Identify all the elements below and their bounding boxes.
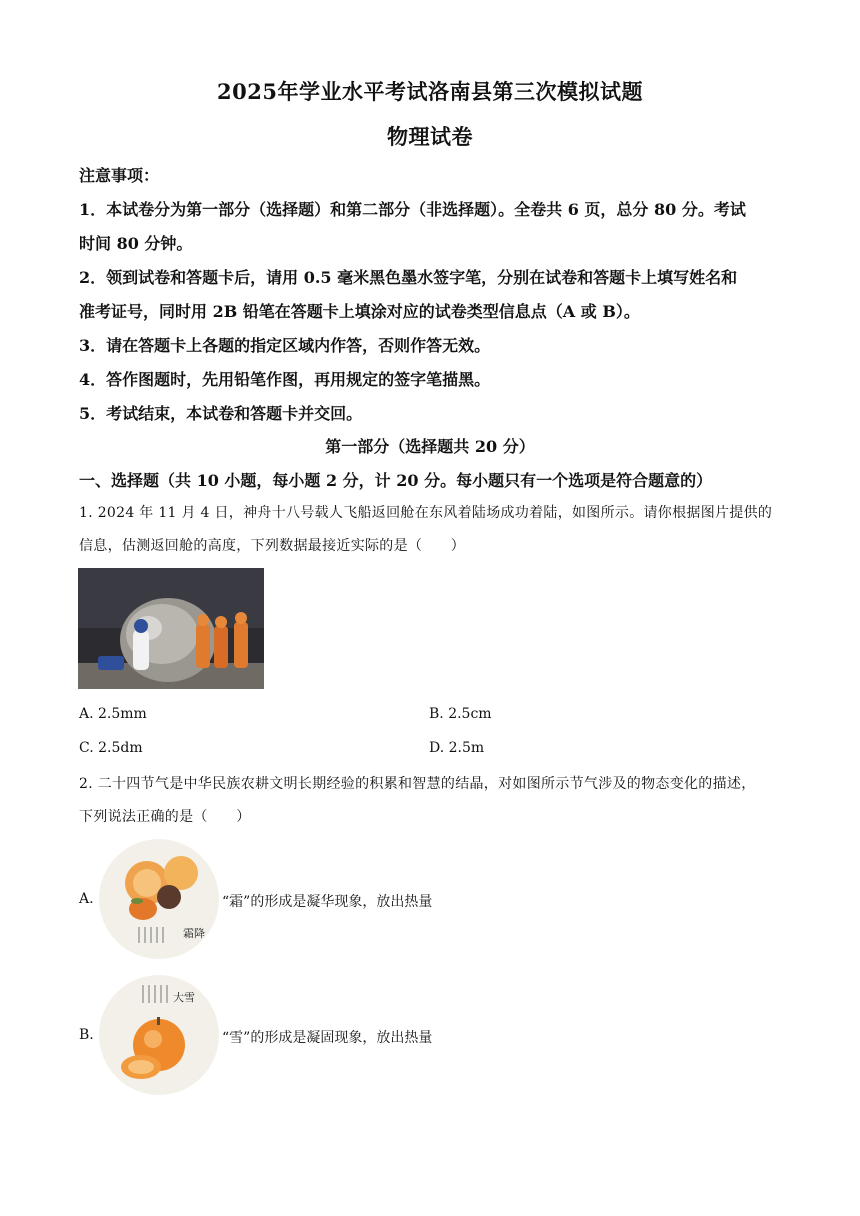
q1-option-c[interactable]: C. 2.5dm — [79, 740, 143, 756]
q1-option-d[interactable]: D. 2.5m — [429, 740, 485, 756]
q2-option-a-text[interactable]: “霜”的形成是凝华现象，放出热量 — [222, 894, 433, 910]
q2-option-b-text[interactable]: “雪”的形成是凝固现象，放出热量 — [222, 1030, 433, 1046]
q2-option-b-label[interactable]: B. — [79, 1027, 94, 1043]
section-heading: 一、选择题（共 10 小题，每小题 2 分，计 20 分。每小题只有一个选项是符合题意的） — [79, 471, 713, 490]
notice-item-1a: 1．本试卷分为第一部分（选择题）和第二部分（非选择题）。全卷共 6 页，总分 80 分。考试 — [79, 200, 746, 219]
q2-stem-line2: 下列说法正确的是（ ） — [79, 809, 251, 825]
notice-item-2b: 准考证号，同时用 2B 铅笔在答题卡上填涂对应的试卷类型信息点（A 或 B）。 — [79, 302, 640, 321]
q1-option-b[interactable]: B. 2.5cm — [429, 706, 492, 722]
q1-stem-line1: 1. 2024 年 11 月 4 日，神舟十八号载人飞船返回舱在东风着陆场成功着陆，如图所示。请你根据图片提供的 — [79, 505, 773, 521]
q1-stem-line2: 信息，估测返回舱的高度，下列数据最接近实际的是（ ） — [79, 538, 466, 554]
q2-option-a-label[interactable]: A. — [79, 891, 94, 907]
notice-item-5: 5．考试结束，本试卷和答题卡并交回。 — [79, 404, 363, 423]
q2-stem-line1: 2. 二十四节气是中华民族农耕文明长期经验的积累和智慧的结晶，对如图所示节气涉及的物态变化的描述， — [79, 776, 756, 792]
notice-item-3: 3．请在答题卡上各题的指定区域内作答，否则作答无效。 — [79, 336, 491, 355]
q2-snow-seal: 大雪 — [173, 991, 195, 1004]
q2-snow-illustration — [99, 975, 219, 1095]
q1-capsule-photo — [78, 568, 264, 689]
notice-item-2a: 2．领到试卷和答题卡后，请用 0.5 毫米黑色墨水签字笔，分别在试卷和答题卡上填写姓名和 — [79, 268, 738, 287]
q2-frost-illustration — [99, 839, 219, 959]
notice-item-4: 4．答作图题时，先用铅笔作图，再用规定的签字笔描黑。 — [79, 370, 491, 389]
notice-heading: 注意事项： — [79, 166, 160, 185]
part1-heading: 第一部分（选择题共 20 分） — [325, 437, 535, 456]
exam-title: 2025年学业水平考试洛南县第三次模拟试题 — [217, 79, 643, 104]
q2-frost-seal: 霜降 — [183, 927, 205, 940]
exam-subtitle: 物理试卷 — [387, 124, 473, 149]
q1-option-a[interactable]: A. 2.5mm — [79, 706, 147, 722]
notice-item-1b: 时间 80 分钟。 — [79, 234, 193, 253]
